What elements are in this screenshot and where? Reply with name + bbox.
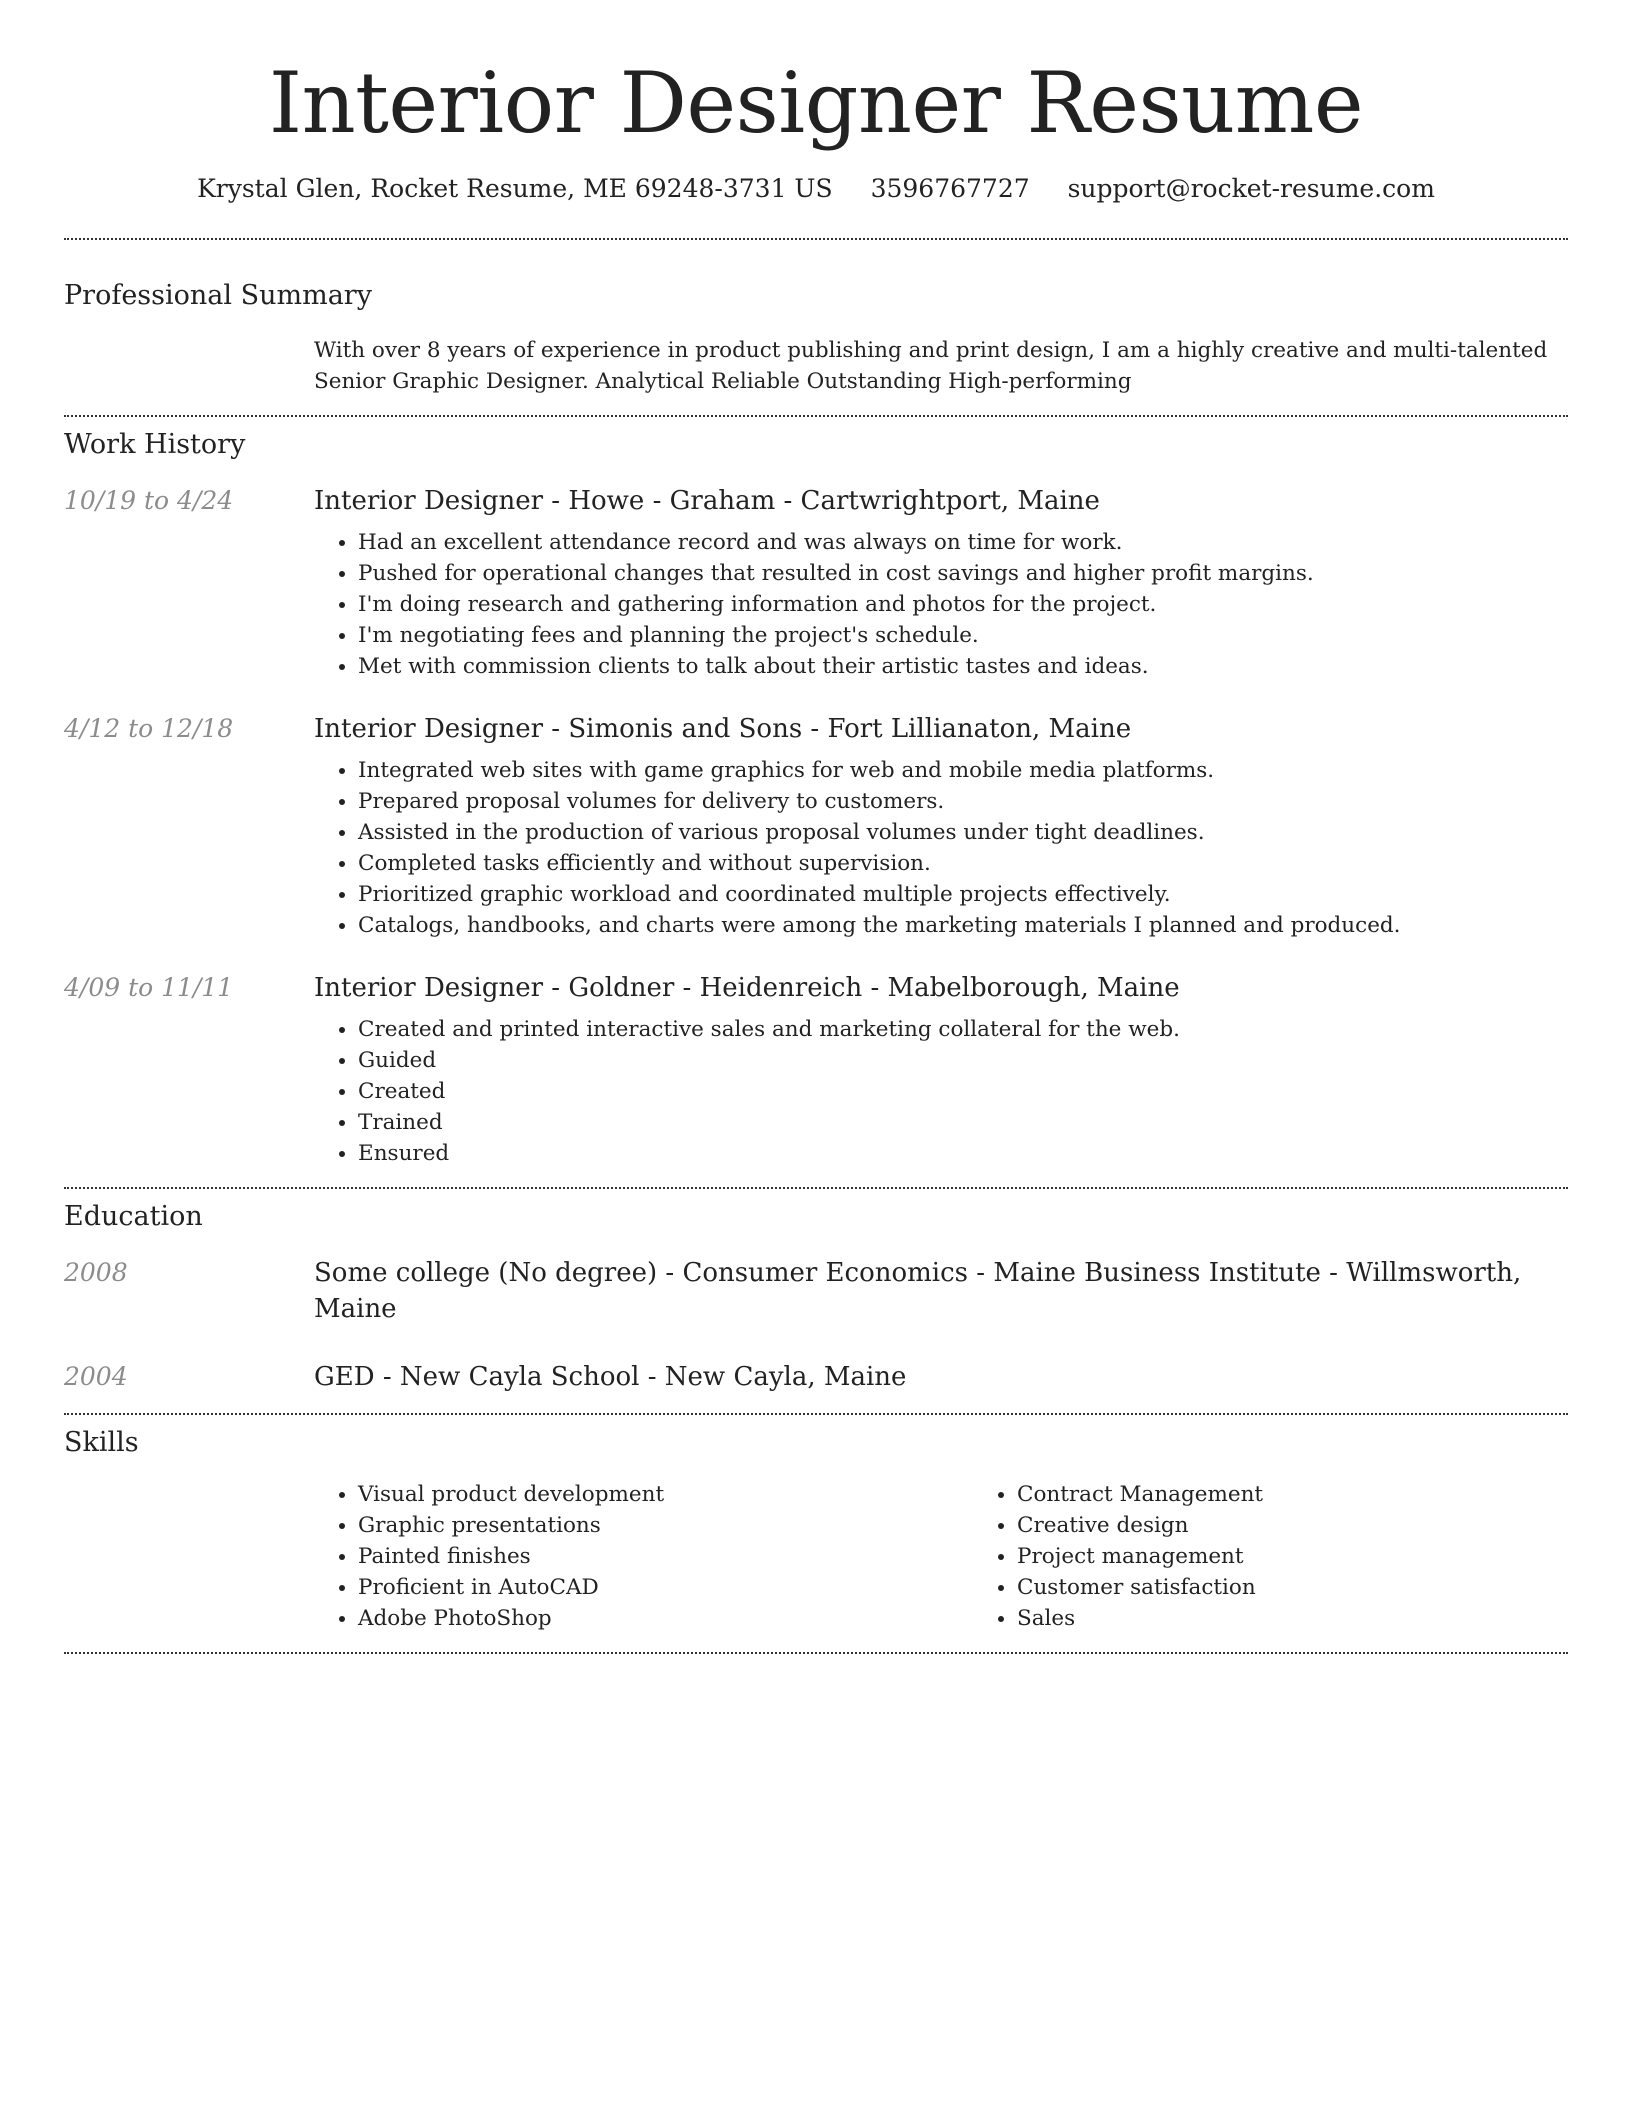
job-bullet: • Trained [358, 1107, 1568, 1138]
education-entry [64, 1255, 1568, 1327]
skill-item: • Adobe PhotoShop [358, 1603, 973, 1634]
divider [64, 1652, 1568, 1654]
job-title: Interior Designer - Howe - Graham - Cartwrightport, Maine [314, 486, 1100, 516]
skill-item: • Proficient in AutoCAD [358, 1572, 973, 1603]
education-year: 2008 [64, 1258, 128, 1287]
job-bullet: • I'm doing research and gathering information and photos for the project. [358, 589, 1568, 620]
job-bullet: • Guided [358, 1045, 1568, 1076]
job-dates: 4/09 to 11/11 [64, 973, 234, 1002]
job-bullets [314, 527, 1568, 682]
skill-item: • Project management [1017, 1541, 1632, 1572]
job-bullet: • I'm negotiating fees and planning the project's schedule. [358, 620, 1568, 651]
job-bullets [314, 755, 1568, 941]
education-year: 2004 [64, 1362, 128, 1391]
job-entry [64, 483, 1568, 682]
job-bullet: • Assisted in the production of various proposal volumes under tight deadlines. [358, 817, 1568, 848]
divider [64, 1187, 1568, 1189]
summary-heading: Professional Summary [64, 280, 372, 311]
education-title: GED - New Cayla School - New Cayla, Maine [314, 1362, 907, 1392]
work-history-heading: Work History [64, 429, 246, 460]
job-entry [64, 970, 1568, 1169]
education-title: Some college (No degree) - Consumer Economics - Maine Business Institute - Willmsworth, Maine [314, 1258, 1522, 1324]
skill-item: • Painted finishes [358, 1541, 973, 1572]
job-bullet: • Catalogs, handbooks, and charts were among the marketing materials I planned and produced. [358, 910, 1568, 941]
job-bullet: • Completed tasks efficiently and without supervision. [358, 848, 1568, 879]
skill-item: • Sales [1017, 1603, 1632, 1634]
skill-item: • Graphic presentations [358, 1510, 973, 1541]
skills-column-left [314, 1479, 973, 1634]
job-entry [64, 711, 1568, 941]
job-dates: 10/19 to 4/24 [64, 486, 234, 515]
skill-item: • Creative design [1017, 1510, 1632, 1541]
skills-list [314, 1479, 1632, 1634]
contact-address: Krystal Glen, Rocket Resume, ME 69248-3731 US [197, 174, 833, 203]
job-bullet: • Ensured [358, 1138, 1568, 1169]
divider [64, 238, 1568, 240]
contact-line [64, 172, 1568, 206]
job-title: Interior Designer - Goldner - Heidenreich - Mabelborough, Maine [314, 973, 1180, 1003]
education-entry [64, 1359, 1568, 1395]
skills-heading: Skills [64, 1427, 139, 1458]
job-bullet: • Prioritized graphic workload and coordinated multiple projects effectively. [358, 879, 1568, 910]
job-bullet: • Met with commission clients to talk about their artistic tastes and ideas. [358, 651, 1568, 682]
contact-email: support@rocket-resume.com [1067, 174, 1435, 203]
skill-item: • Customer satisfaction [1017, 1572, 1632, 1603]
job-bullet: • Pushed for operational changes that resulted in cost savings and higher profit margins. [358, 558, 1568, 589]
job-bullet: • Integrated web sites with game graphics for web and mobile media platforms. [358, 755, 1568, 786]
skills-column-right [973, 1479, 1632, 1634]
job-bullet: • Created and printed interactive sales and marketing collateral for the web. [358, 1014, 1568, 1045]
divider [64, 1413, 1568, 1415]
education-heading: Education [64, 1201, 203, 1232]
resume-page [64, 0, 1568, 1654]
job-bullet: • Prepared proposal volumes for delivery to customers. [358, 786, 1568, 817]
divider [64, 415, 1568, 417]
job-dates: 4/12 to 12/18 [64, 714, 234, 743]
job-bullets [314, 1014, 1568, 1169]
resume-title: Interior Designer Resume [268, 54, 1364, 152]
contact-phone: 3596767727 [870, 174, 1030, 203]
skill-item: • Visual product development [358, 1479, 973, 1510]
job-bullet: • Had an excellent attendance record and was always on time for work. [358, 527, 1568, 558]
job-title: Interior Designer - Simonis and Sons - Fort Lillianaton, Maine [314, 714, 1132, 744]
summary-text: With over 8 years of experience in product publishing and print design, I am a highly creative and multi-talented Senior Graphic Designer. Analytical Reliable Outstanding High-performing [314, 338, 1548, 394]
skill-item: • Contract Management [1017, 1479, 1632, 1510]
job-bullet: • Created [358, 1076, 1568, 1107]
